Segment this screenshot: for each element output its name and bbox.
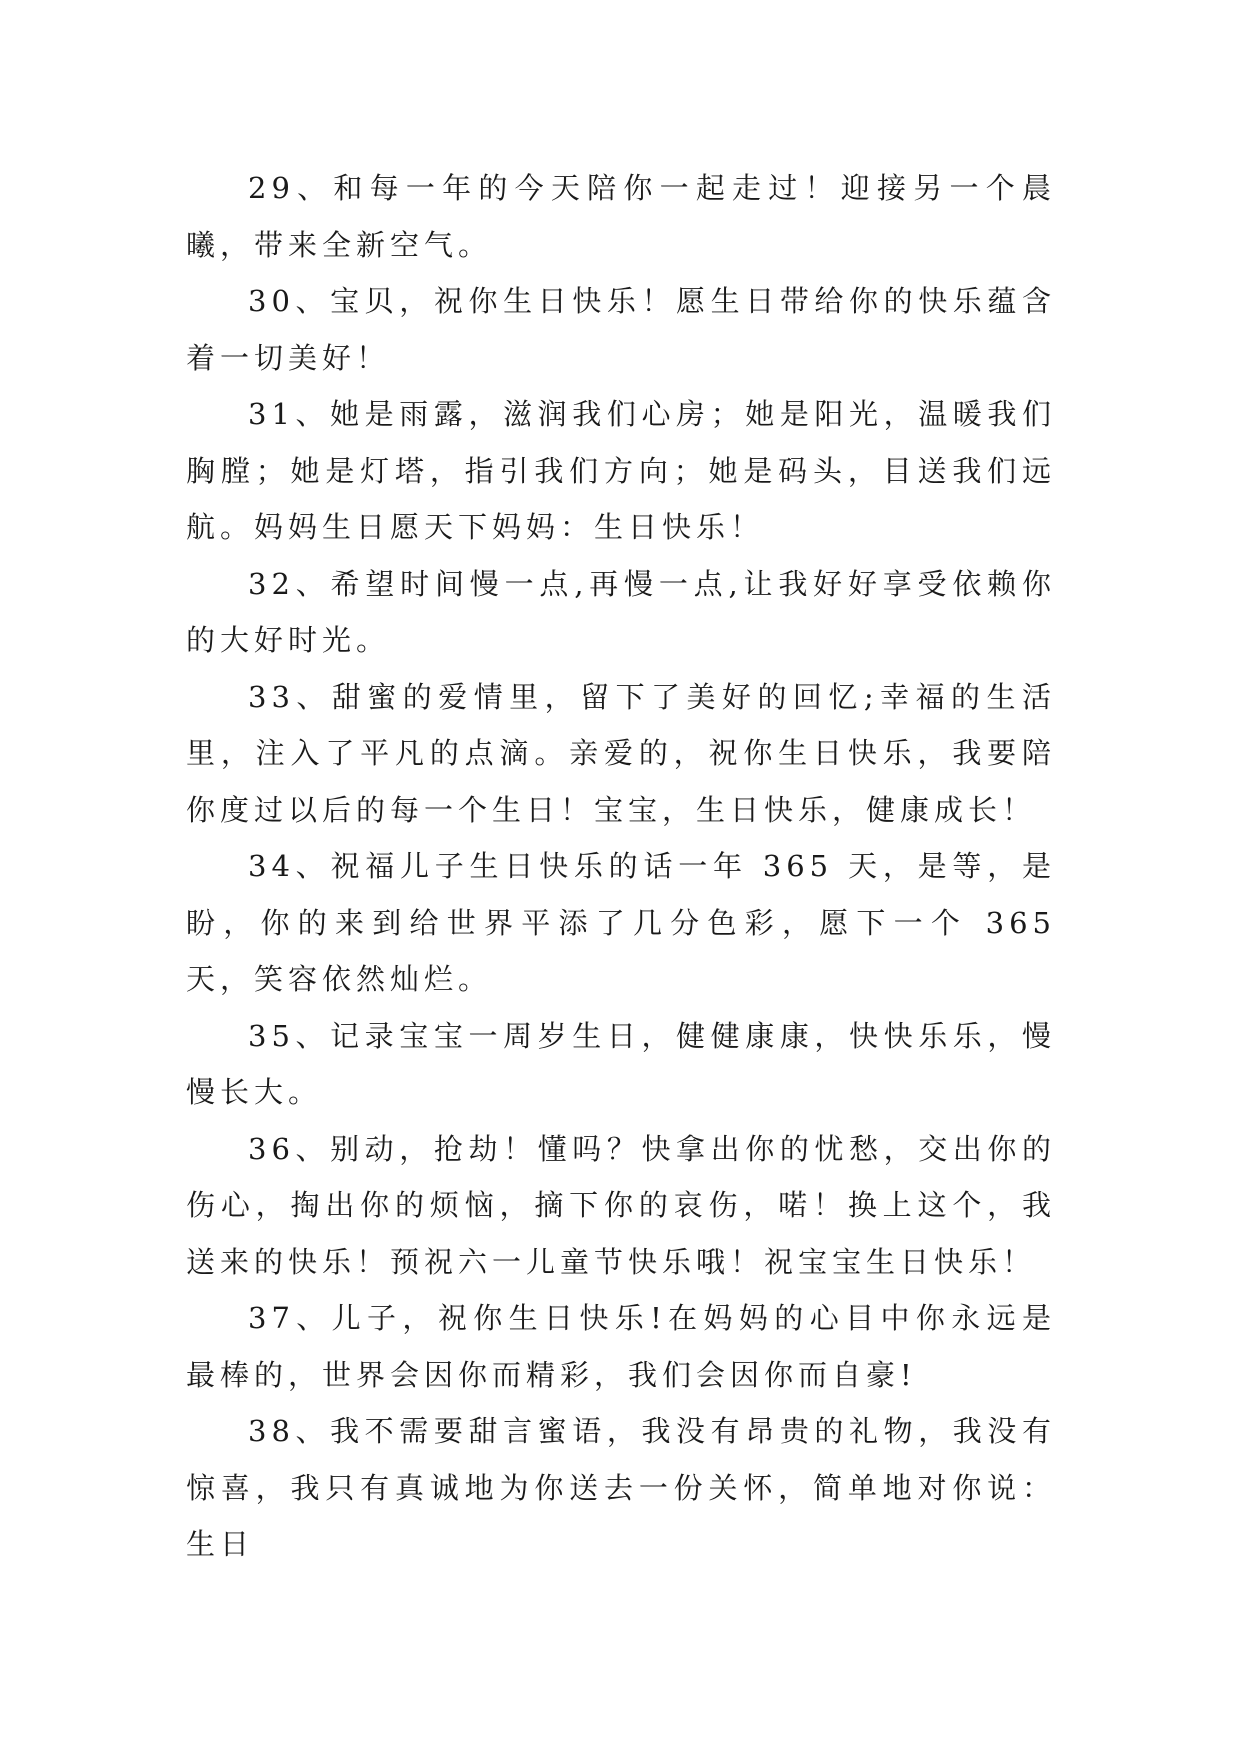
paragraph-35: 35、记录宝宝一周岁生日，健健康康，快快乐乐，慢慢长大。 [186,1018,1056,1109]
document-body [186,160,1056,1573]
paragraph-30: 30、宝贝，祝你生日快乐！愿生日带给你的快乐蕴含着一切美好！ [186,284,1056,375]
paragraph-33: 33、甜蜜的爱情里，留下了美好的回忆;幸福的生活里，注入了平凡的点滴。亲爱的，祝你生日快乐，我要陪你度过以后的每一个生日！宝宝，生日快乐，健康成长！ [186,679,1056,827]
paragraph-34: 34、祝福儿子生日快乐的话一年 365 天，是等，是盼，你的来到给世界平添了几分色彩，愿下一个 365 天，笑容依然灿烂。 [186,849,1056,996]
paragraph-37: 37、儿子，祝你生日快乐!在妈妈的心目中你永远是最棒的，世界会因你而精彩，我们会因你而自豪! [186,1301,1056,1392]
paragraph-38: 38、我不需要甜言蜜语，我没有昂贵的礼物，我没有惊喜，我只有真诚地为你送去一份关怀，简单地对你说：生日 [186,1414,1056,1561]
paragraph-36: 36、别动，抢劫！懂吗？快拿出你的忧愁，交出你的伤心，掏出你的烦恼，摘下你的哀伤，喏！换上这个，我送来的快乐！预祝六一儿童节快乐哦！祝宝宝生日快乐！ [186,1131,1056,1279]
paragraph-29: 29、和每一年的今天陪你一起走过！迎接另一个晨曦，带来全新空气。 [186,171,1056,262]
paragraph-32: 32、希望时间慢一点,再慢一点,让我好好享受依赖你的大好时光。 [186,566,1056,657]
paragraph-31: 31、她是雨露，滋润我们心房；她是阳光，温暖我们胸膛；她是灯塔，指引我们方向；她是码头，目送我们远航。妈妈生日愿天下妈妈：生日快乐！ [186,397,1056,544]
